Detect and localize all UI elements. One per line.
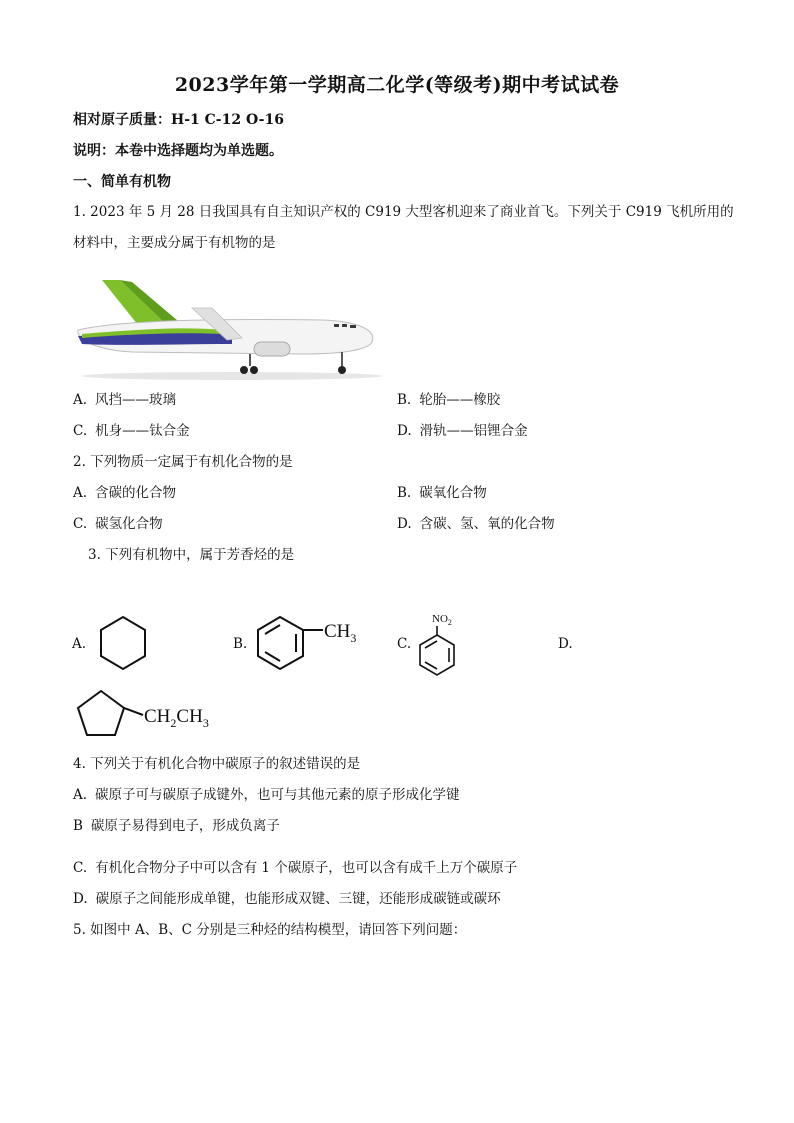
svg-text:CH2CH3 bbox=[144, 706, 209, 730]
q1-option-d[interactable]: D. 滑轨——铝锂合金 bbox=[397, 423, 528, 439]
q2-option-d[interactable]: D. 含碳、氢、氧的化合物 bbox=[397, 516, 555, 532]
ethyl-ch2-text: CH bbox=[144, 706, 171, 727]
svg-text:NO2 bbox=[432, 613, 452, 627]
q1-option-a[interactable]: A. 风挡——玻璃 bbox=[73, 392, 177, 408]
q1-option-c[interactable]: C. 机身——钛合金 bbox=[73, 423, 190, 439]
q1-option-b[interactable]: B. 轮胎——橡胶 bbox=[397, 392, 501, 408]
nitro-group-text: NO bbox=[432, 613, 448, 625]
q4-option-d[interactable]: D. 碳原子之间能形成单键，也能形成双键、三键，还能形成碳链或碳环 bbox=[73, 891, 501, 907]
q2-option-c[interactable]: C. 碳氢化合物 bbox=[73, 516, 163, 532]
q4-stem: 4. 下列关于有机化合物中碳原子的叙述错误的是 bbox=[73, 756, 361, 772]
atomic-mass-line: 相对原子质量：H-1 C-12 O-16 bbox=[73, 112, 284, 128]
q2-stem: 2. 下列物质一定属于有机化合物的是 bbox=[73, 454, 293, 470]
q5-stem: 5. 如图中 A、B、C 分别是三种烃的结构模型，请回答下列问题： bbox=[73, 922, 467, 938]
q3-stem: 3. 下列有机物中，属于芳香烃的是 bbox=[88, 547, 295, 563]
ethyl-ch3-text: CH bbox=[176, 706, 203, 727]
toluene-structure-icon bbox=[255, 612, 370, 674]
q4-option-b[interactable]: B 碳原子易得到电子，形成负离子 bbox=[73, 818, 280, 834]
q3-option-a-letter[interactable]: A. bbox=[72, 636, 87, 652]
cyclohexane-structure-icon bbox=[95, 614, 151, 672]
svg-text:CH3 bbox=[324, 621, 356, 645]
methyl-subscript: 3 bbox=[350, 631, 357, 645]
q4-option-c[interactable]: C. 有机化合物分子中可以含有 1 个碳原子，也可以含有成千上万个碳原子 bbox=[73, 860, 518, 876]
q2-option-a[interactable]: A. 含碳的化合物 bbox=[73, 485, 177, 501]
section-heading: 一、简单有机物 bbox=[73, 174, 171, 190]
nitro-subscript: 2 bbox=[447, 618, 452, 627]
methyl-ch-text: CH bbox=[324, 621, 351, 642]
ethyl-ch2-subscript: 2 bbox=[170, 716, 177, 730]
q1-stem-line2: 材料中，主要成分属于有机物的是 bbox=[73, 235, 276, 251]
page-title: 2023学年第一学期高二化学(等级考)期中考试试卷 bbox=[174, 74, 620, 96]
q3-option-d-letter[interactable]: D. bbox=[558, 636, 573, 652]
q1-stem-line1: 1. 2023 年 5 月 28 日我国具有自主知识产权的 C919 大型客机迎来了商业首飞。下列关于 C919 飞机所用的 bbox=[73, 204, 734, 220]
nitrobenzene-structure-icon bbox=[412, 608, 464, 678]
q2-option-b[interactable]: B. 碳氧化合物 bbox=[397, 485, 487, 501]
ethyl-ch3-subscript: 3 bbox=[202, 716, 209, 730]
q3-option-c-letter[interactable]: C. bbox=[397, 636, 412, 652]
instructions-note: 说明：本卷中选择题均为单选题。 bbox=[73, 143, 283, 159]
ethylcyclopentane-structure-icon bbox=[75, 688, 235, 744]
c919-airplane-image bbox=[72, 278, 382, 382]
q3-option-b-letter[interactable]: B. bbox=[233, 636, 248, 652]
q4-option-a[interactable]: A. 碳原子可与碳原子成键外，也可与其他元素的原子形成化学键 bbox=[73, 787, 460, 803]
